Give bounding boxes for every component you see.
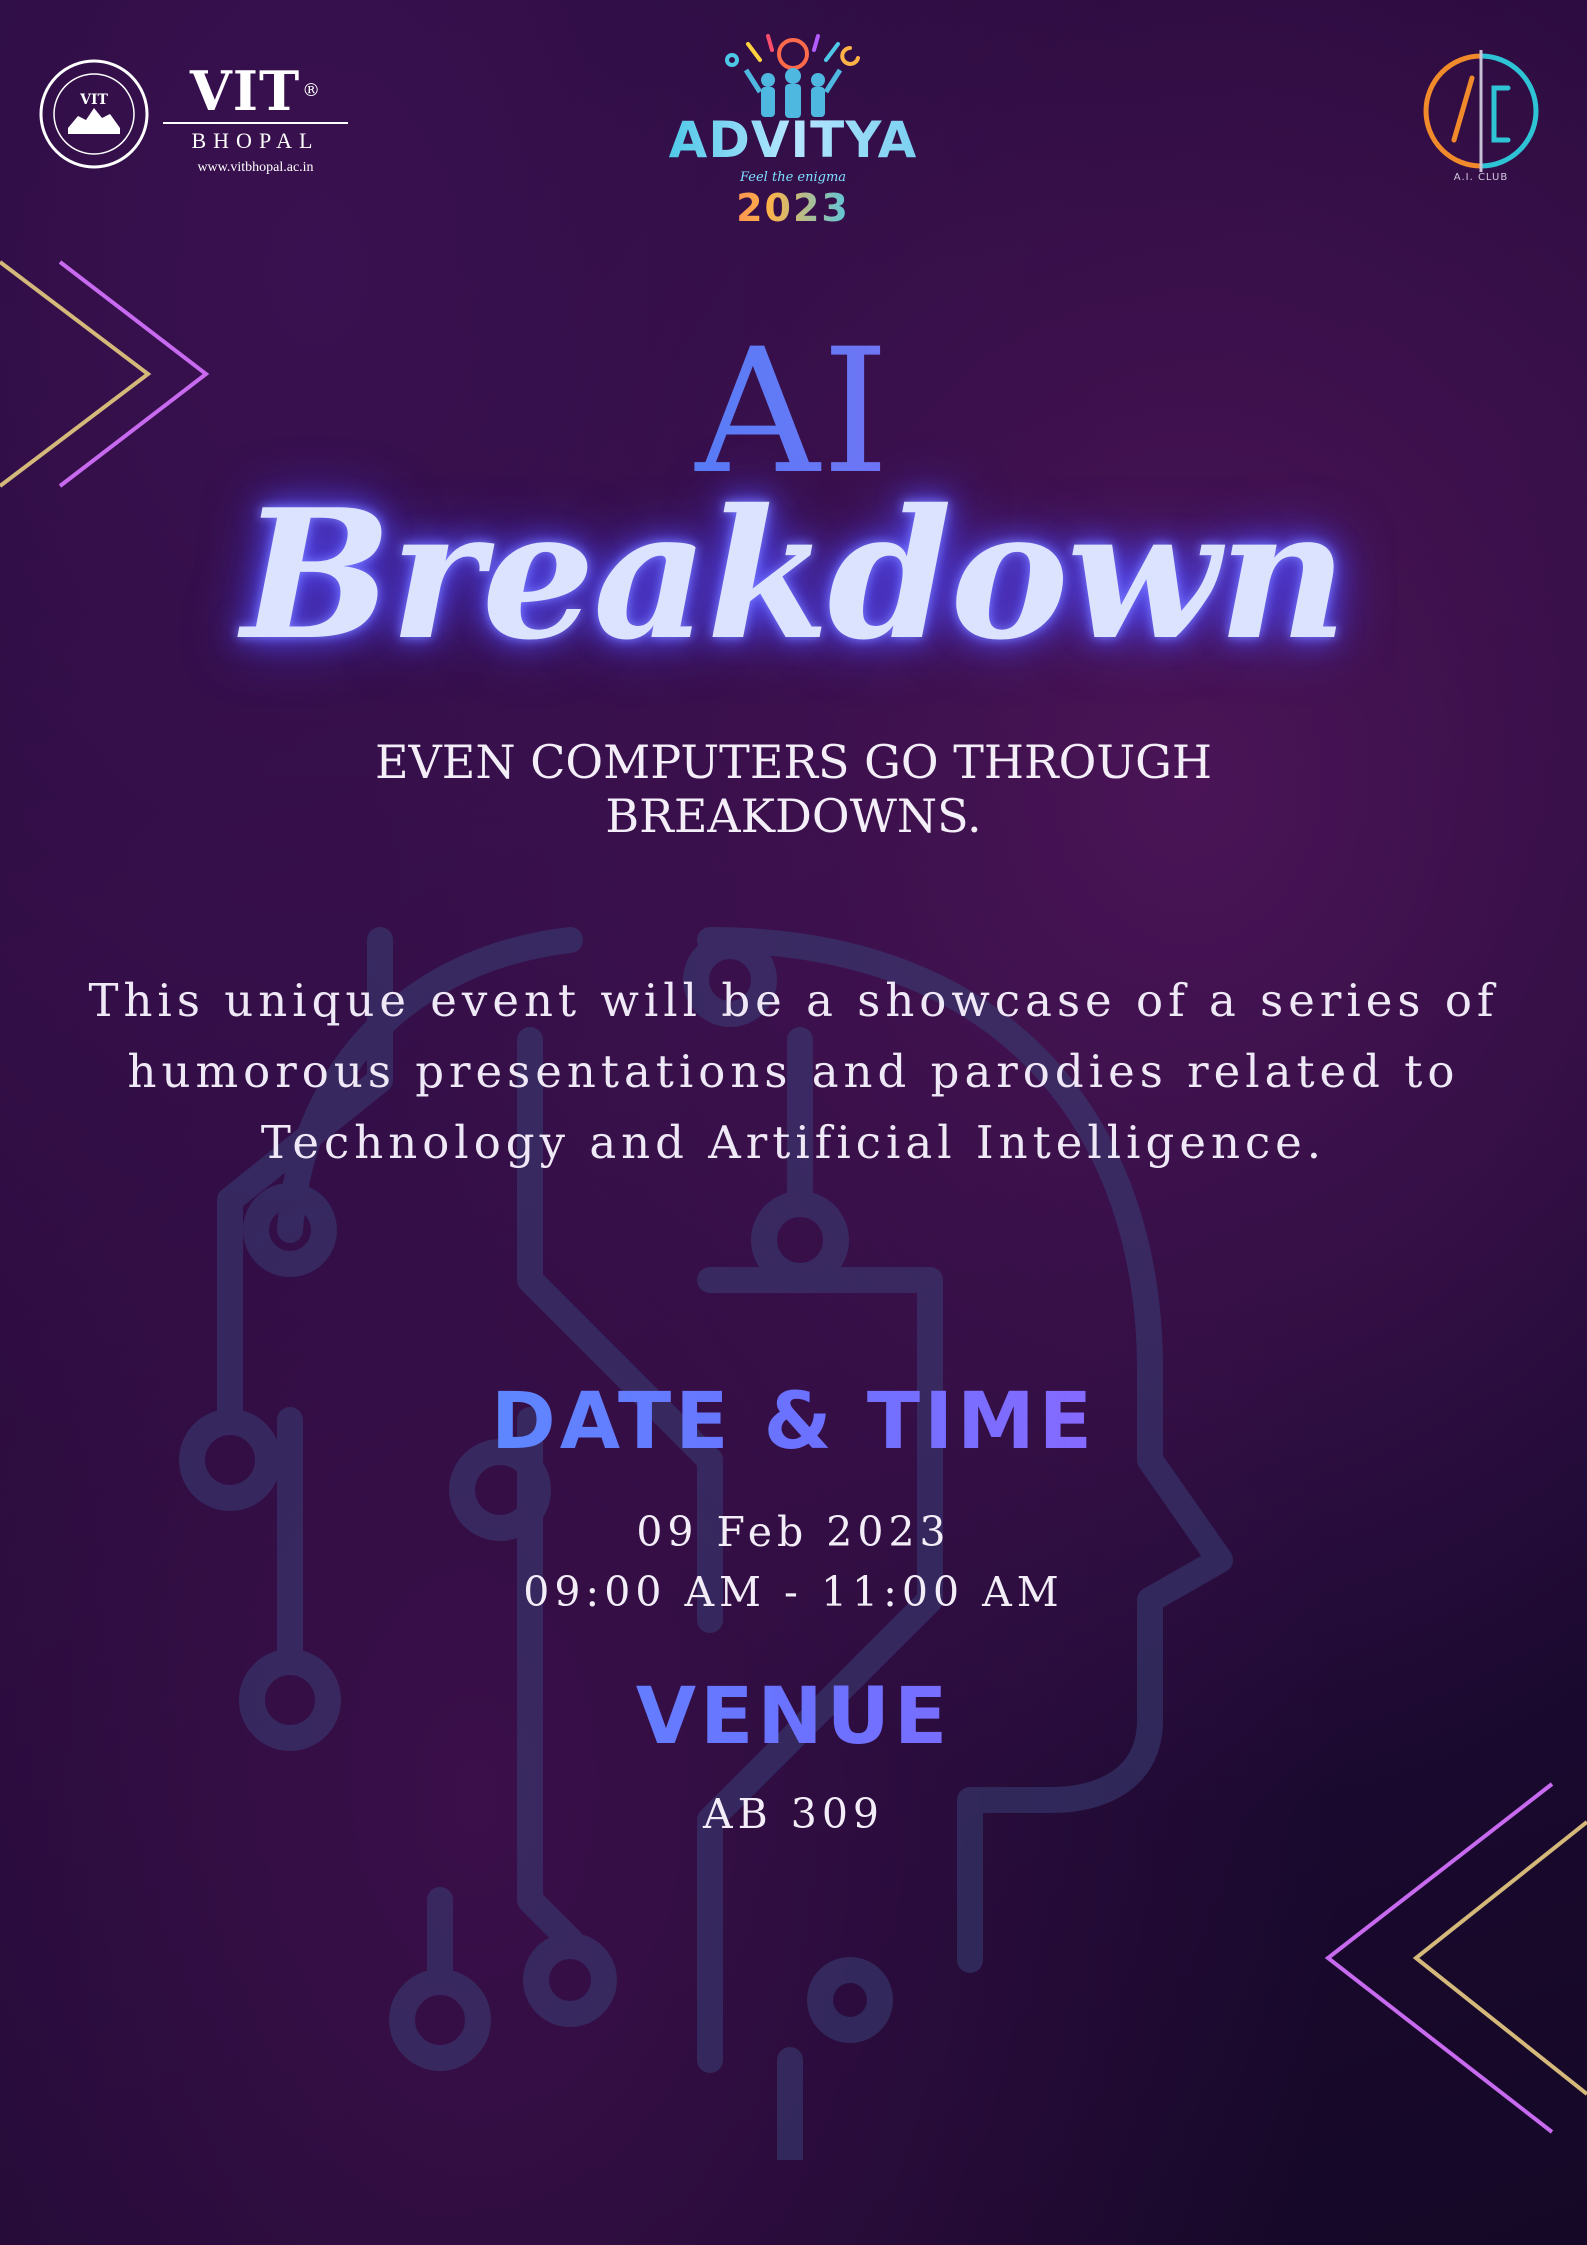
event-title-ai: AI	[0, 322, 1587, 502]
vit-url: www.vitbhopal.ac.in	[197, 160, 314, 175]
event-tagline	[0, 735, 1587, 843]
venue-room: AB 309	[702, 1790, 885, 1838]
ai-club-logo	[1418, 48, 1544, 188]
advitya-year: 2023	[668, 187, 918, 229]
advitya-title: ADVITYA	[668, 111, 918, 169]
advitya-logo	[668, 30, 918, 230]
tagline-line-1: EVEN COMPUTERS GO THROUGH	[374, 735, 1213, 789]
vit-campus: BHOPAL	[163, 122, 348, 154]
ai-club-label: A.I. CLUB	[1453, 172, 1509, 183]
event-time: 09:00 AM - 11:00 AM	[523, 1568, 1064, 1616]
event-description: This unique event will be a showcase of a series of humorous presentations and parodies related to Technology and Artificial Intelligence.	[88, 974, 1499, 1169]
festival-crowd-icon	[708, 30, 878, 120]
advitya-tagline: Feel the enigma	[739, 170, 847, 185]
date-time-heading: DATE & TIME	[0, 1377, 1587, 1467]
event-date: 09 Feb 2023	[636, 1508, 951, 1556]
vit-seal-logo	[38, 58, 150, 170]
svg-text:VIT: VIT	[80, 92, 108, 108]
event-title-breakdown: Breakdown	[241, 470, 1346, 679]
vit-name: VIT ®	[189, 59, 322, 123]
registered-mark: ®	[302, 80, 322, 101]
venue-heading: VENUE	[0, 1672, 1587, 1762]
ai-club-emblem	[1418, 48, 1544, 174]
vit-bhopal-wordmark	[163, 59, 348, 176]
tagline-line-2: BREAKDOWNS.	[605, 789, 982, 843]
